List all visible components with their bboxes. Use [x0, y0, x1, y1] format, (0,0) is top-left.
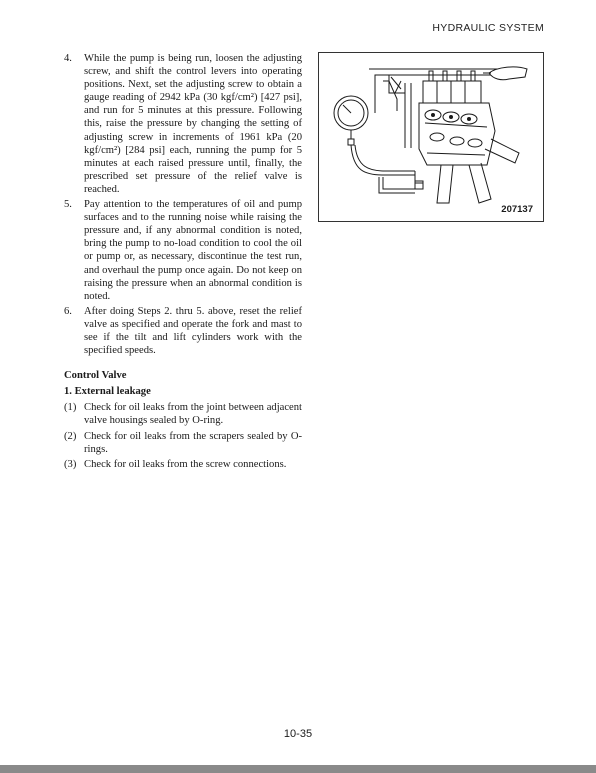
- page-header: HYDRAULIC SYSTEM: [432, 22, 544, 34]
- step-item: [64, 305, 302, 357]
- check-number: (1): [64, 402, 77, 414]
- check-text: Check for oil leaks from the scrapers sealed by O-rings.: [84, 430, 302, 455]
- step-item: [64, 198, 302, 303]
- step-text: After doing Steps 2. thru 5. above, reset the relief valve as specified and operate the fork and mast to see if the tilt and lift cylinders work with the specified speeds.: [84, 305, 302, 357]
- check-number: (3): [64, 458, 77, 470]
- step-text: While the pump is being run, loosen the adjusting screw, and shift the control levers into operating positions. Next, set the adjusting screw to obtain a gauge reading of 2942 kPa (30 kgf/cm²) [427 psi], and run for 5 minutes at this pressure. Following this, raise the pressure by changing the setting of adjusting screw in increments of 1961 kPa (20 kgf/cm²) [284 psi] each, running the pump for 5 minutes at each raised pressure until, finally, the prescribed set pressure of the relief valve is reached.: [84, 53, 302, 195]
- bottom-bar: [0, 765, 596, 773]
- step-item: [64, 52, 302, 196]
- subsection-heading: 1. External leakage: [64, 386, 151, 398]
- page-number: 10-35: [283, 728, 313, 740]
- control-valve-illustration: [319, 53, 543, 221]
- step-number: 6.: [64, 305, 72, 317]
- section-heading: Control Valve: [64, 370, 127, 382]
- check-text: Check for oil leaks from the joint between adjacent valve housings sealed by O-ring.: [84, 402, 302, 427]
- text-column: [64, 52, 302, 473]
- check-text: Check for oil leaks from the screw connections.: [84, 458, 287, 470]
- check-item: [64, 458, 302, 471]
- step-text: Pay attention to the temperatures of oil and pump surfaces and to the running noise while raising the pressure and, if any abnormal condition is noted, bring the pump to no-load condition to cool the oil or pump or, as necessary, discontinue the test run, and overhaul the pump once again. Do not keep on raising the pressure when an abnormal condition is noted.: [84, 199, 302, 302]
- figure-id: 207137: [501, 204, 533, 215]
- step-number: 5.: [64, 199, 72, 211]
- check-item: [64, 430, 302, 456]
- check-item: [64, 401, 302, 427]
- figure-box: [318, 52, 544, 222]
- check-number: (2): [64, 430, 77, 442]
- step-number: 4.: [64, 53, 72, 64]
